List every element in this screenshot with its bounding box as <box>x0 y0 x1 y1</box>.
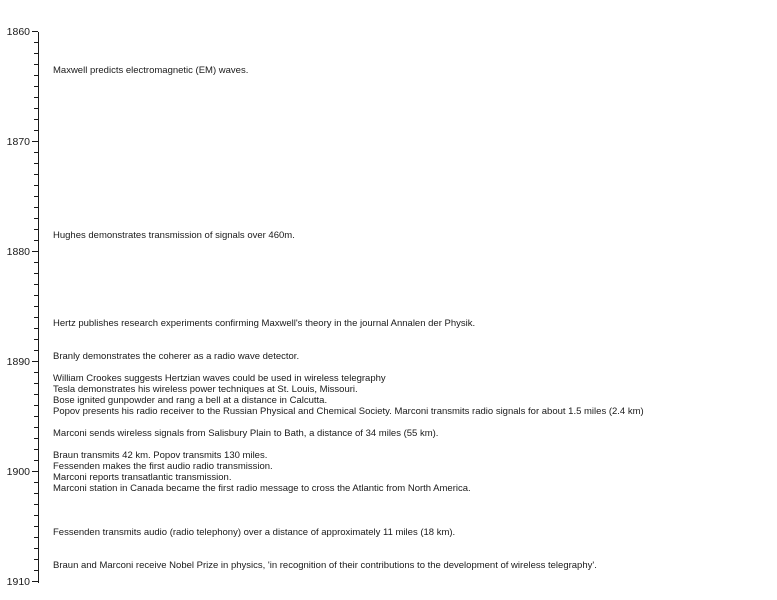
y-axis-minor-tick <box>34 350 38 351</box>
y-axis-minor-tick <box>34 438 38 439</box>
y-axis-minor-tick <box>34 207 38 208</box>
y-axis-minor-tick <box>34 559 38 560</box>
event-label: Branly demonstrates the coherer as a radio wave detector. <box>53 350 300 362</box>
y-axis-minor-tick <box>34 383 38 384</box>
y-axis-tick-label: 1910 <box>6 575 30 588</box>
y-axis-tick-label: 1860 <box>6 25 30 38</box>
y-axis-major-tick <box>32 581 38 582</box>
y-axis-minor-tick <box>34 570 38 571</box>
y-axis-minor-tick <box>34 460 38 461</box>
y-axis-minor-tick <box>34 537 38 538</box>
y-axis-minor-tick <box>34 163 38 164</box>
y-axis-minor-tick <box>34 64 38 65</box>
y-axis-minor-tick <box>34 339 38 340</box>
y-axis-major-tick <box>32 251 38 252</box>
y-axis-minor-tick <box>34 284 38 285</box>
y-axis-major-tick <box>32 31 38 32</box>
y-axis-major-tick <box>32 361 38 362</box>
event-label: Maxwell predicts electromagnetic (EM) waves. <box>53 64 249 76</box>
y-axis-minor-tick <box>34 218 38 219</box>
event-label: Fessenden makes the first audio radio transmission. <box>53 460 273 472</box>
y-axis-minor-tick <box>34 504 38 505</box>
event-label: Bose ignited gunpowder and rang a bell at a distance in Calcutta. <box>53 394 328 406</box>
event-label: Hughes demonstrates transmission of signals over 460m. <box>53 229 295 241</box>
y-axis-minor-tick <box>34 75 38 76</box>
event-label: William Crookes suggests Hertzian waves could be used in wireless telegraphy <box>53 372 386 384</box>
y-axis-minor-tick <box>34 174 38 175</box>
y-axis-minor-tick <box>34 317 38 318</box>
y-axis-minor-tick <box>34 273 38 274</box>
y-axis-minor-tick <box>34 416 38 417</box>
y-axis-minor-tick <box>34 240 38 241</box>
y-axis-minor-tick <box>34 42 38 43</box>
y-axis-minor-tick <box>34 482 38 483</box>
event-label: Fessenden transmits audio (radio telephony) over a distance of approximately 11 miles (18 km). <box>53 526 456 538</box>
y-axis-minor-tick <box>34 229 38 230</box>
event-label: Tesla demonstrates his wireless power techniques at St. Louis, Missouri. <box>53 383 358 395</box>
y-axis-minor-tick <box>34 196 38 197</box>
y-axis-minor-tick <box>34 394 38 395</box>
y-axis-minor-tick <box>34 108 38 109</box>
event-label: Popov presents his radio receiver to the Russian Physical and Chemical Society. Marconi transmits radio signals for about 1.5 miles (2.4 km) <box>53 405 644 417</box>
event-label: Braun and Marconi receive Nobel Prize in physics, 'in recognition of their contributions to the development of wireless telegraphy'. <box>53 559 597 571</box>
y-axis-tick-label: 1880 <box>6 245 30 258</box>
y-axis-minor-tick <box>34 86 38 87</box>
event-label: Braun transmits 42 km. Popov transmits 130 miles. <box>53 449 268 461</box>
y-axis-spine <box>38 32 39 583</box>
event-label: Hertz publishes research experiments confirming Maxwell's theory in the journal Annalen der Physik. <box>53 317 476 329</box>
y-axis-tick-label: 1870 <box>6 135 30 148</box>
y-axis-major-tick <box>32 471 38 472</box>
event-label: Marconi reports transatlantic transmission. <box>53 471 232 483</box>
y-axis-minor-tick <box>34 449 38 450</box>
y-axis-minor-tick <box>34 515 38 516</box>
y-axis-minor-tick <box>34 306 38 307</box>
y-axis-minor-tick <box>34 526 38 527</box>
y-axis-minor-tick <box>34 152 38 153</box>
y-axis-minor-tick <box>34 427 38 428</box>
event-label: Marconi sends wireless signals from Salisbury Plain to Bath, a distance of 34 miles (55 km). <box>53 427 439 439</box>
y-axis-minor-tick <box>34 119 38 120</box>
event-label: Marconi station in Canada became the first radio message to cross the Atlantic from North America. <box>53 482 471 494</box>
y-axis-minor-tick <box>34 130 38 131</box>
y-axis-minor-tick <box>34 405 38 406</box>
y-axis-minor-tick <box>34 295 38 296</box>
y-axis-minor-tick <box>34 262 38 263</box>
y-axis-minor-tick <box>34 328 38 329</box>
y-axis-minor-tick <box>34 493 38 494</box>
y-axis-minor-tick <box>34 97 38 98</box>
y-axis-major-tick <box>32 141 38 142</box>
y-axis-minor-tick <box>34 372 38 373</box>
y-axis-tick-label: 1900 <box>6 465 30 478</box>
y-axis-minor-tick <box>34 548 38 549</box>
y-axis-minor-tick <box>34 53 38 54</box>
y-axis-tick-label: 1890 <box>6 355 30 368</box>
y-axis-minor-tick <box>34 185 38 186</box>
